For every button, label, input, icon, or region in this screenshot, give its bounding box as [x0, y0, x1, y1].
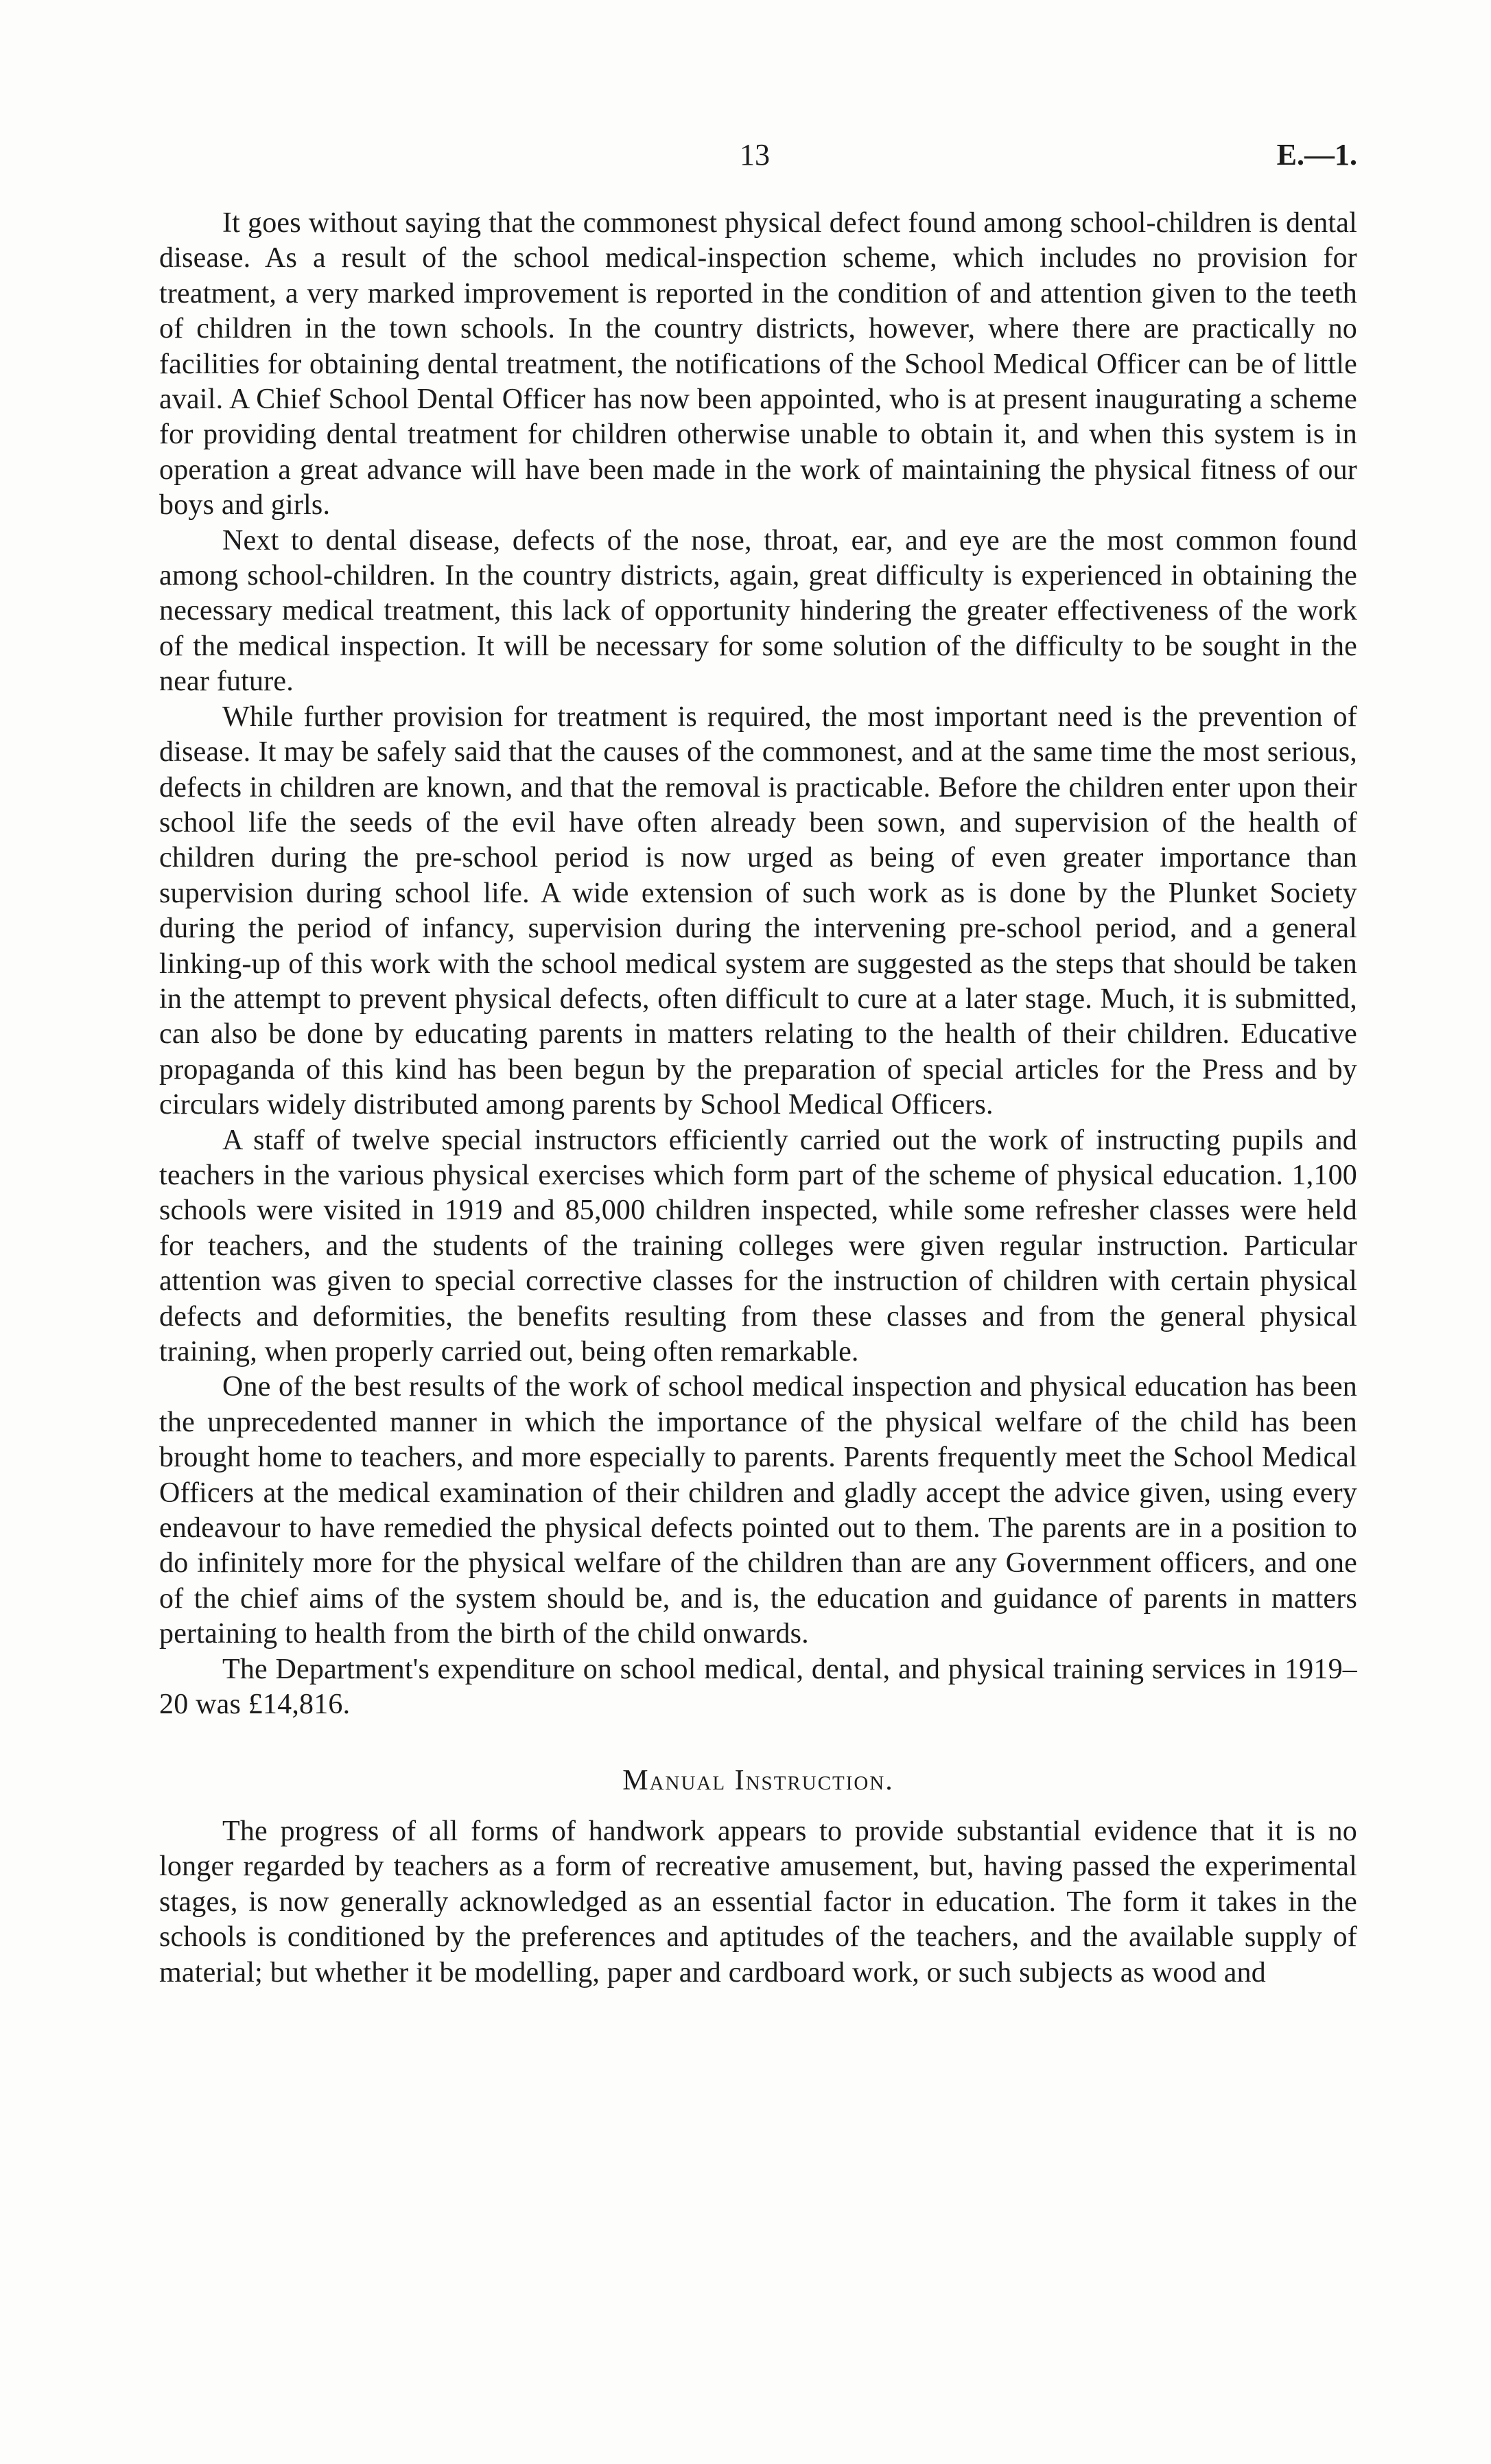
page-number: 13	[740, 138, 770, 172]
paragraph-handwork: The progress of all forms of handwork appears to provide substantial evidence that it is no longer regarded by teachers as a form of recreative amusement, but, having passed the experimental stages, is now generally acknowledged as an essential factor in education. The form it takes in the schools is conditioned by the preferences and aptitudes of the teachers, and the available supply of material; but whether it be modelling, paper and cardboard work, or such subjects as wood and	[159, 1815, 1357, 1988]
section-heading-manual-instruction: Manual Instruction.	[622, 1765, 894, 1797]
paragraph-physical-instructors: A staff of twelve special instructors efficiently carried out the work of instructing pupils and teachers in the various physical exercises which form part of the scheme of physical education. 1,100 schools were visited in 1919 and 85,000 children inspected, while some refresher classes were held for teachers, and the students of the training colleges were given regular instruction. Particular attention was given to special corrective classes for the instruction of children with certain physical defects and deformities, the benefits resulting from these classes and from the general physical training, when properly carried out, being often remarkable.	[159, 1124, 1357, 1368]
paragraph-results: One of the best results of the work of school medical inspection and physical education has been the unprecedented manner in which the importance of the physical welfare of the child has been brought home to teachers, and more especially to parents. Parents frequently meet the School Medical Officers at the medical examination of their children and gladly accept the advice given, using every endeavour to have remedied the physical defects pointed out to them. The parents are in a position to do infinitely more for the physical welfare of the children than are any Government officers, and one of the chief aims of the system should be, and is, the education and guidance of parents in matters pertaining to health from the birth of the child onwards.	[159, 1371, 1357, 1650]
body-text	[159, 206, 1357, 1991]
paragraph-dental-disease: It goes without saying that the commonest physical defect found among school-children is dental disease. As a result of the school medical-inspection scheme, which includes no provision for treatment, a very marked improvement is reported in the condition of and attention given to the teeth of children in the town schools. In the country districts, however, where there are practically no facilities for obtaining dental treatment, the notifications of the School Medical Officer can be of little avail. A Chief School Dental Officer has now been appointed, who is at present inaugurating a scheme for providing dental treatment for children otherwise unable to obtain it, and when this system is in operation a great advance will have been made in the work of maintaining the physical fitness of our boys and girls.	[159, 207, 1357, 521]
document-code: E.—1.	[1276, 138, 1357, 172]
paragraph-expenditure: The Department's expenditure on school medical, dental, and physical training services in 1919–20 was £14,816.	[159, 1653, 1357, 1721]
paragraph-prevention: While further provision for treatment is required, the most important need is the prevention of disease. It may be safely said that the causes of the commonest, and at the same time the most serious, defects in children are known, and that the removal is practicable. Before the children enter upon their school life the seeds of the evil have often already been sown, and supervision of the health of children during the pre-school period is now urged as being of even greater importance than supervision during school life. A wide extension of such work as is done by the Plunket Society during the period of infancy, supervision during the intervening pre-school period, and a general linking-up of this work with the school medical system are suggested as the steps that should be taken in the attempt to prevent physical defects, often difficult to cure at a later stage. Much, it is submitted, can also be done by educating parents in matters relating to the health of their children. Educative propaganda of this kind has been begun by the preparation of special articles for the Press and by circulars widely distributed among parents by School Medical Officers.	[159, 701, 1357, 1121]
paragraph-nose-throat-ear-eye: Next to dental disease, defects of the nose, throat, ear, and eye are the most common found among school-children. In the country districts, again, great difficulty is experienced in obtaining the necessary medical treatment, this lack of opportunity hindering the greater effectiveness of the work of the medical inspection. It will be necessary for some solution of the difficulty to be sought in the near future.	[159, 524, 1357, 698]
page-header	[158, 137, 1357, 178]
